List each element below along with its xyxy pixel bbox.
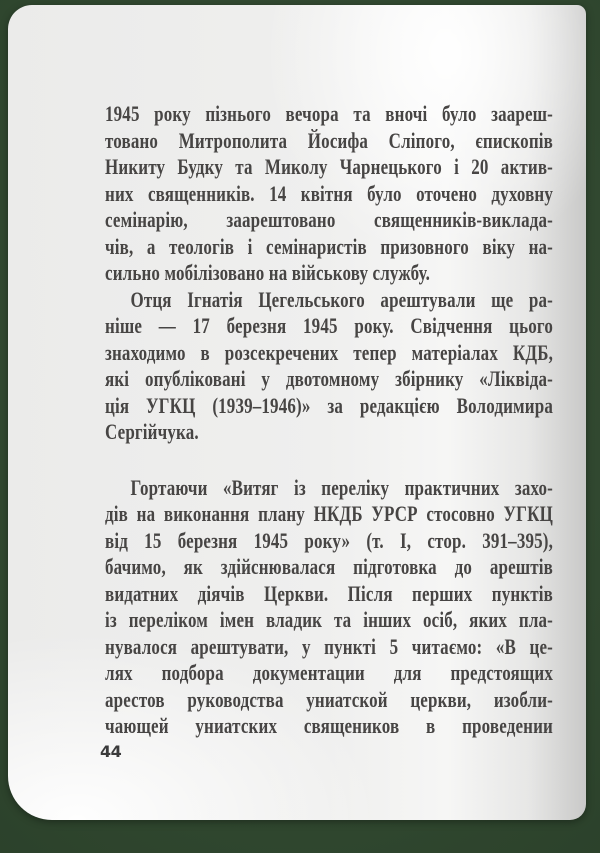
text-line: Отця Ігнатія Цегельського арештували ще ра- [130,286,553,312]
page-number: 44 [100,742,122,761]
text-line: Сергійчука. [105,419,199,444]
book-page [8,5,586,820]
text-line: із переліком імен владик та інших осіб, яких пла- [105,607,553,632]
text-line: лях подбора документации для предстоящих [105,660,553,685]
text-line: чающей униатских священиков в проведении [105,713,553,738]
text-line: нувалося арештувати, у пункті 5 читаємо: «В це- [105,633,553,659]
text-line: Гортаючи «Витяг із переліку практичних захо- [130,474,553,500]
text-line: них священників. 14 квітня було оточено духовну [105,180,553,206]
text-line: арестов руководства униатской церкви, изобли- [105,686,553,712]
paragraph [105,287,553,446]
paragraph [105,475,553,740]
text-line: бачимо, як здійснювалася підготовка до арештів [105,554,553,579]
page-text [105,101,553,740]
text-line: товано Митрополита Йосифа Сліпого, єпископів [105,127,553,153]
text-line: 1945 року пізнього вечора та вночі було заареш- [105,101,553,126]
text-line: сильно мобілізовано на військову службу. [105,260,430,285]
text-line: Никиту Будку та Миколу Чарнецького і 20 актив- [105,154,553,179]
text-line: дів на виконання плану НКДБ УРСР стосовно УГКЦ [105,501,553,526]
text-line: видатних діячів Церкви. Після перших пунктів [105,580,553,606]
text-line: чів, а теологів і семінаристів призовного віку на- [105,233,553,259]
text-line: ніше — 17 березня 1945 року. Свідчення цього [105,313,553,338]
text-line: семінарію, заарештовано священників-виклада- [105,207,553,232]
text-line: ція УГКЦ (1939–1946)» за редакцією Володимира [105,392,553,418]
paragraph [105,101,553,287]
text-line: від 15 березня 1945 року» (т. І, стор. 391–395), [105,527,553,553]
text-line: знаходимо в розсекречених тепер матеріалах КДБ, [105,339,553,365]
text-line: які опубліковані у двотомному збірнику «Ліквіда- [105,366,553,391]
